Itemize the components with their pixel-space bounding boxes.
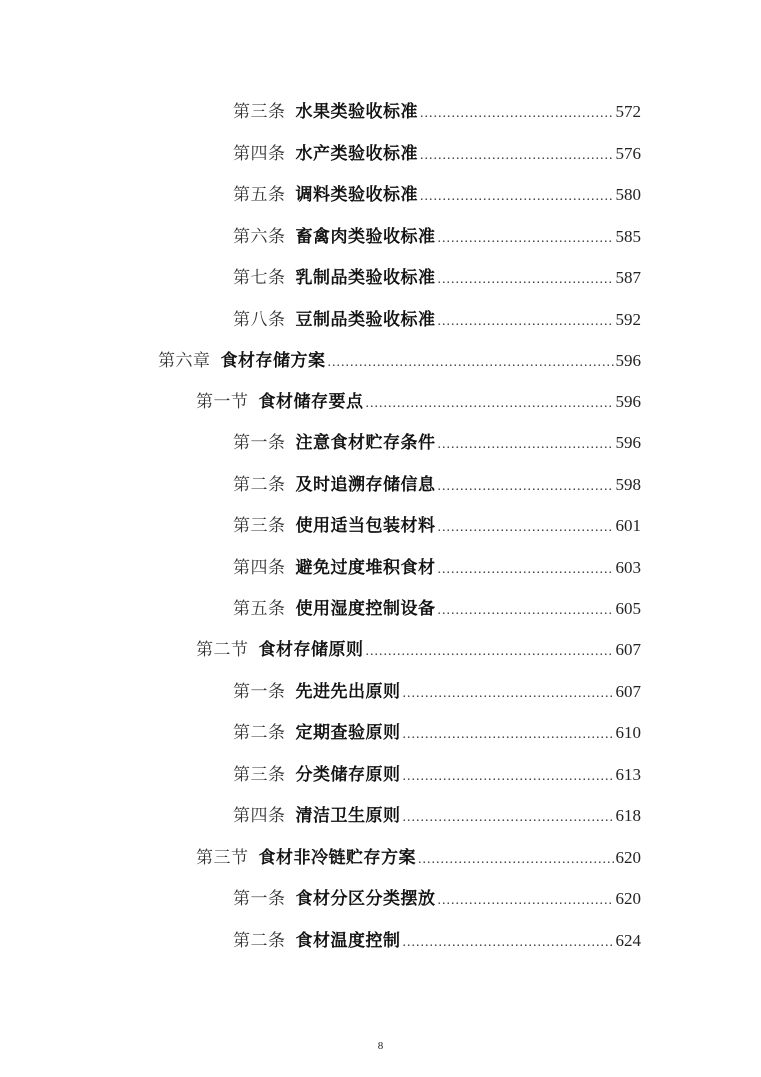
- entry-number: 第一条: [233, 433, 286, 453]
- toc-entry[interactable]: [233, 428, 641, 454]
- entry-page: 601: [615, 516, 641, 535]
- entry-page: 607: [615, 682, 641, 701]
- entry-title: 食材温度控制: [295, 931, 401, 951]
- toc-entry[interactable]: [233, 97, 641, 123]
- entry-number: 第五条: [233, 185, 286, 205]
- entry-page: 596: [615, 351, 641, 370]
- entry-title: 调料类验收标准: [295, 185, 418, 205]
- toc-entry[interactable]: [233, 760, 641, 786]
- entry-page: 620: [615, 848, 641, 867]
- toc-entry[interactable]: [233, 884, 641, 910]
- entry-number: 第二条: [233, 931, 286, 951]
- entry-number: 第二节: [196, 640, 249, 660]
- entry-page: 618: [615, 806, 641, 825]
- entry-number: 第二条: [233, 723, 286, 743]
- entry-page: 605: [615, 599, 641, 618]
- entry-title: 先进先出原则: [295, 682, 401, 702]
- toc-entry[interactable]: [233, 801, 641, 827]
- page-number: 8: [377, 1040, 384, 1052]
- entry-page: 624: [615, 931, 641, 950]
- entry-title: 食材分区分类摆放: [295, 889, 436, 909]
- entry-title: 及时追溯存储信息: [295, 475, 436, 495]
- toc-entry[interactable]: [233, 305, 641, 331]
- toc-entry[interactable]: [233, 470, 641, 496]
- toc-section-entry[interactable]: [196, 387, 641, 413]
- toc-entry[interactable]: [233, 180, 641, 206]
- dot-leader: [328, 355, 614, 371]
- toc-chapter-entry[interactable]: [158, 346, 641, 372]
- entry-number: 第五条: [233, 599, 286, 619]
- entry-title: 使用适当包装材料: [295, 516, 436, 536]
- entry-number: 第四条: [233, 144, 286, 164]
- entry-page: 598: [615, 475, 641, 494]
- toc-entry[interactable]: [233, 718, 641, 744]
- entry-page: 607: [615, 640, 641, 659]
- toc-entry[interactable]: [233, 222, 641, 248]
- dot-leader: [403, 769, 614, 785]
- entry-title: 水产类验收标准: [295, 144, 418, 164]
- toc-entry[interactable]: [233, 263, 641, 289]
- entry-number: 第一节: [196, 392, 249, 412]
- entry-title: 定期查验原则: [295, 723, 401, 743]
- toc-section-entry[interactable]: [196, 635, 641, 661]
- entry-page: 620: [615, 889, 641, 908]
- toc-entry[interactable]: [233, 139, 641, 165]
- toc-entry[interactable]: [233, 553, 641, 579]
- dot-leader: [438, 437, 614, 453]
- dot-leader: [403, 935, 614, 951]
- entry-title: 食材存储原则: [258, 640, 364, 660]
- entry-number: 第一条: [233, 682, 286, 702]
- entry-title: 注意食材贮存条件: [295, 433, 436, 453]
- dot-leader: [438, 562, 614, 578]
- entry-page: 613: [615, 765, 641, 784]
- entry-number: 第三节: [196, 848, 249, 868]
- toc-section-entry[interactable]: [196, 843, 641, 869]
- entry-title: 水果类验收标准: [295, 102, 418, 122]
- entry-page: 592: [615, 310, 641, 329]
- dot-leader: [420, 106, 614, 122]
- entry-number: 第三条: [233, 765, 286, 785]
- dot-leader: [366, 644, 614, 660]
- dot-leader: [438, 520, 614, 536]
- entry-page: 610: [615, 723, 641, 742]
- dot-leader: [403, 686, 614, 702]
- entry-page: 585: [615, 227, 641, 246]
- entry-number: 第二条: [233, 475, 286, 495]
- entry-number: 第一条: [233, 889, 286, 909]
- entry-number: 第三条: [233, 102, 286, 122]
- entry-title: 清洁卫生原则: [295, 806, 401, 826]
- dot-leader: [438, 272, 614, 288]
- entry-page: 580: [615, 185, 641, 204]
- entry-number: 第六条: [233, 227, 286, 247]
- dot-leader: [420, 148, 614, 164]
- dot-leader: [403, 810, 614, 826]
- entry-title: 避免过度堆积食材: [295, 558, 436, 578]
- entry-number: 第六章: [158, 351, 211, 371]
- entry-number: 第三条: [233, 516, 286, 536]
- entry-number: 第七条: [233, 268, 286, 288]
- dot-leader: [438, 314, 614, 330]
- dot-leader: [438, 603, 614, 619]
- entry-page: 603: [615, 558, 641, 577]
- entry-title: 分类储存原则: [295, 765, 401, 785]
- entry-number: 第四条: [233, 806, 286, 826]
- entry-title: 使用湿度控制设备: [295, 599, 436, 619]
- toc-entry[interactable]: [233, 677, 641, 703]
- dot-leader: [418, 852, 614, 868]
- dot-leader: [438, 893, 614, 909]
- toc-entry[interactable]: [233, 926, 641, 952]
- entry-page: 576: [615, 144, 641, 163]
- entry-title: 畜禽肉类验收标准: [295, 227, 436, 247]
- entry-title: 食材非冷链贮存方案: [258, 848, 416, 868]
- entry-number: 第四条: [233, 558, 286, 578]
- toc-entry[interactable]: [233, 594, 641, 620]
- dot-leader: [420, 189, 614, 205]
- dot-leader: [438, 231, 614, 247]
- dot-leader: [438, 479, 614, 495]
- dot-leader: [366, 396, 614, 412]
- entry-page: 587: [615, 268, 641, 287]
- entry-page: 572: [615, 102, 641, 121]
- entry-title: 食材储存要点: [258, 392, 364, 412]
- entry-title: 乳制品类验收标准: [295, 268, 436, 288]
- entry-number: 第八条: [233, 310, 286, 330]
- dot-leader: [403, 727, 614, 743]
- entry-title: 豆制品类验收标准: [295, 310, 436, 330]
- entry-page: 596: [615, 433, 641, 452]
- entry-page: 596: [615, 392, 641, 411]
- entry-title: 食材存储方案: [220, 351, 326, 371]
- toc-entry[interactable]: [233, 511, 641, 537]
